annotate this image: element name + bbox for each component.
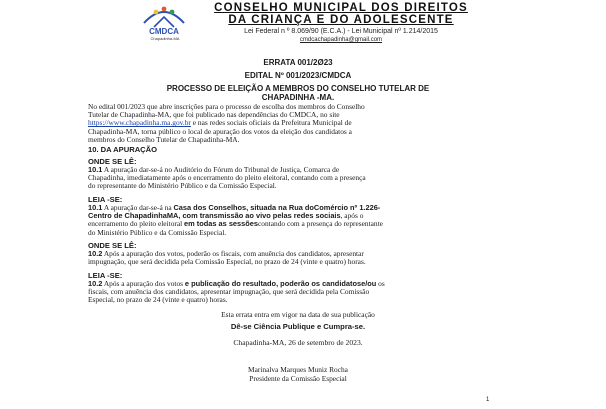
para-line: fiscais, com anuência dos candidatos, apresentar impugnação, que será decidida pela Comissão	[88, 287, 370, 297]
para-line: Chapadinha, imediatamente após o encerramento do pleito eleitoral, contando com a presença	[88, 173, 366, 183]
site-link[interactable]: https://www.chapadinha.ma.gov.br	[88, 118, 191, 128]
process-title-line1: PROCESSO DE ELEIÇÃO A MEMBROS DO CONSELHO TUTELAR DE	[166, 84, 430, 93]
logo-text: CMDCA	[149, 27, 179, 35]
onde-se-le-label: ONDE SE LÊ:	[88, 157, 137, 166]
para-bold-text: e publicação do resultado, poderão os candidatose/ou	[184, 279, 377, 288]
header-title-line2: DA CRIANÇA E DO ADOLESCENTE	[228, 14, 454, 26]
vigor-text: Esta errata entra em vigor na data de sua publicação	[221, 310, 375, 319]
para-text: Após a apuração dos votos, poderão os fiscais, com anuência dos candidatos, apresentar	[102, 249, 364, 258]
para-line: do Ministério Público e da Comissão Especial.	[88, 227, 227, 237]
edital-title: EDITAL Nº 001/2023/CMDCA	[244, 71, 352, 80]
cmdca-logo	[140, 3, 188, 35]
header-email-link[interactable]: cmdcachapadinha@gmail.com	[299, 37, 383, 43]
para-text: , após o	[340, 211, 364, 221]
leia-se-label: LEIA -SE:	[88, 195, 123, 204]
header-law: Lei Federal n º 8.069/90 (E.C.A.) - Lei Municipal nº 1.214/2015	[244, 28, 438, 35]
para-bold-text: em todas as sessões	[184, 219, 258, 229]
paragraph-10-2-corrected	[88, 280, 520, 305]
paragraph-10-1-original	[88, 166, 520, 191]
para-text: A apuração dar-se-á na	[102, 203, 174, 212]
para-line: do representante do Ministério Público e da Comissão Especial.	[88, 181, 277, 191]
errata-title: ERRATA 001/2Ø23	[263, 58, 333, 67]
para-text: contando com a presença do representante	[258, 219, 383, 229]
para-text: encerramento do pleito eleitoral	[88, 219, 185, 229]
clause-number: 10.1	[88, 165, 103, 174]
section-heading: 10. DA APURAÇÃO	[88, 145, 158, 154]
clause-number: 10.2	[88, 249, 103, 258]
signer-role: Presidente da Comissão Especial	[249, 374, 347, 383]
intro-line: membros do Conselho Tutelar de Chapadinha-MA.	[88, 134, 240, 144]
ciencia-text: Dê-se Ciência Publique e Cumpra-se.	[230, 322, 366, 331]
onde-se-le-label: ONDE SE LÊ:	[88, 241, 137, 250]
paragraph-10-1-corrected	[88, 204, 520, 237]
clause-number: 10.1	[88, 203, 103, 212]
process-title-line2: CHAPADINHA -MA.	[261, 93, 335, 102]
logo-caption: Chapadinha-MA	[150, 36, 180, 41]
para-line: impugnação, que será decidida pela Comissão Especial, no prazo de 24 (vinte e quatro) horas.	[88, 257, 366, 267]
intro-line: No edital 001/2023 que abre inscrições para o processo de escolha dos membros do Conselho	[88, 102, 365, 111]
para-text: A apuração dar-se-á no Auditório do Fórum do Tribunal de Justiça, Comarca de	[102, 165, 340, 174]
para-bold-text: Centro de ChapadinhaMA, com transmissão ao vivo pelas redes sociais	[88, 211, 341, 221]
para-line: Especial, no prazo de 24 (vinte e quatro) horas.	[88, 295, 228, 305]
header-title-line1: CONSELHO MUNICIPAL DOS DIREITOS	[214, 2, 468, 14]
intro-line: Chapadinha-MA, torna público o local de apuração dos votos da eleição dos candidatos a	[88, 126, 352, 136]
page-number: 1	[486, 397, 490, 403]
para-bold-text: Casa dos Conselhos, situada na Rua doComércio nº 1.226-	[173, 203, 381, 212]
date-text: Chapadinha-MA, 26 de setembro de 2023.	[233, 338, 363, 347]
signer-name: Marinalva Marques Muniz Rocha	[248, 365, 348, 374]
para-text: Após a apuração dos votos	[102, 279, 185, 288]
clause-number: 10.2	[88, 279, 103, 288]
intro-text: e nas redes sociais oficiais da Prefeitura Municipal de	[190, 118, 352, 128]
leia-se-label: LEIA -SE:	[88, 271, 123, 280]
intro-paragraph	[88, 103, 520, 144]
intro-line: Tutelar de Chapadinha-MA, que foi publicado nas dependências do CMDCA, no site	[88, 110, 340, 120]
paragraph-10-2-original	[88, 250, 520, 266]
para-text: os	[376, 279, 385, 288]
